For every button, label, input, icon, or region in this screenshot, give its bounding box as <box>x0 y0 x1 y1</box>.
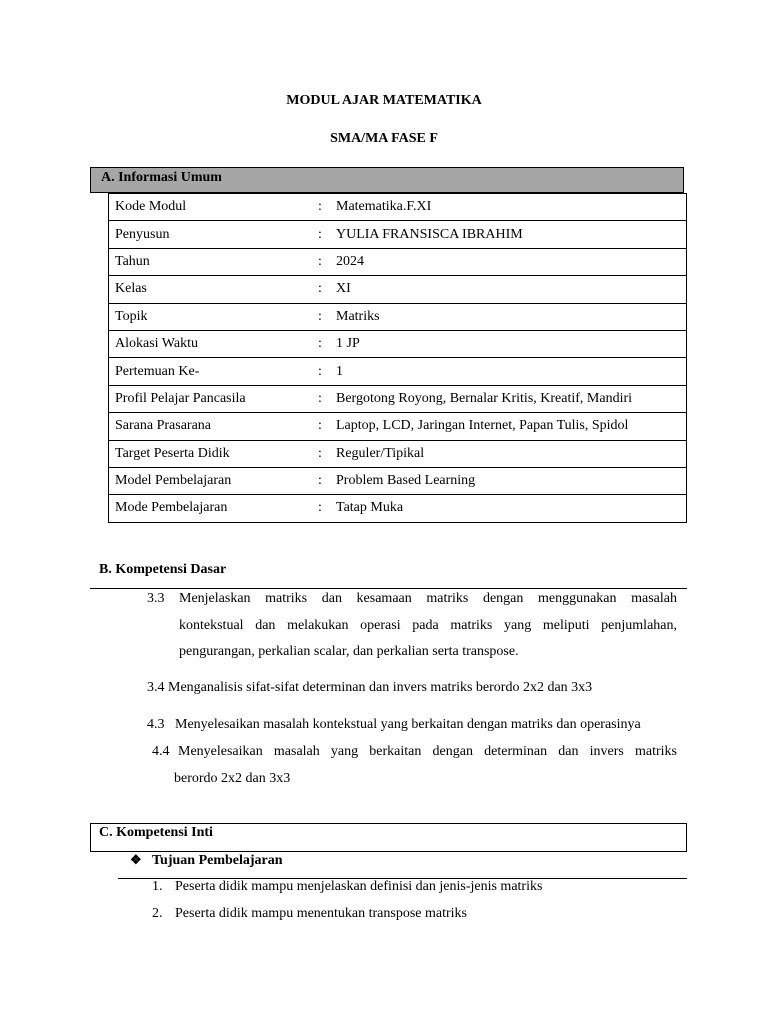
row-key: Profil Pelajar Pancasila <box>109 385 319 412</box>
kd-line: Menganalisis sifat-sifat determinan dan invers matriks berordo 2x2 dan 3x3 <box>168 680 593 695</box>
row-separator: : <box>318 330 334 357</box>
kd-number: 3.3 <box>147 591 165 606</box>
table-row <box>109 276 687 303</box>
list-number: 2. <box>152 906 163 921</box>
list-item <box>152 879 542 895</box>
row-key: Tahun <box>109 248 319 275</box>
table-row <box>109 413 687 440</box>
kd-item-4-4 <box>152 739 677 792</box>
row-separator: : <box>318 276 334 303</box>
kd-line: pengurangan, perkalian scalar, dan perkalian serta transpose. <box>179 644 519 659</box>
kd-line: berordo 2x2 dan 3x3 <box>174 770 291 786</box>
row-value: YULIA FRANSISCA IBRAHIM <box>334 221 687 248</box>
row-value: Laptop, LCD, Jaringan Internet, Papan Tulis, Spidol <box>334 413 687 440</box>
table-row <box>109 495 687 522</box>
row-separator: : <box>318 495 334 522</box>
table-row <box>109 385 687 412</box>
row-value: 1 <box>334 358 687 385</box>
table-row <box>109 248 687 275</box>
row-key: Target Peserta Didik <box>109 440 319 467</box>
info-table <box>108 193 687 523</box>
row-value: Problem Based Learning <box>334 467 687 494</box>
row-separator: : <box>318 303 334 330</box>
row-key: Topik <box>109 303 319 330</box>
row-value: XI <box>334 276 687 303</box>
kd-line: Menyelesaikan masalah kontekstual yang berkaitan dengan matriks dan operasinya <box>175 717 641 732</box>
tujuan-label: Tujuan Pembelajaran <box>152 853 283 868</box>
document-subtitle: SMA/MA FASE F <box>330 131 438 146</box>
kd-number: 4.3 <box>147 717 165 732</box>
row-value: Tatap Muka <box>334 495 687 522</box>
row-key: Kode Modul <box>109 194 319 221</box>
kd-item-3-3 <box>147 586 677 666</box>
row-value: Matriks <box>334 303 687 330</box>
section-c-heading: C. Kompetensi Inti <box>99 825 213 840</box>
kd-number: 4.4 <box>152 744 170 759</box>
row-value: 2024 <box>334 248 687 275</box>
kd-line: kontekstual dan melakukan operasi pada matriks yang meliputi penjumlahan, <box>179 617 677 633</box>
row-separator: : <box>318 358 334 385</box>
section-c-header <box>90 823 687 852</box>
section-b-heading: B. Kompetensi Dasar <box>99 562 227 577</box>
row-key: Model Pembelajaran <box>109 467 319 494</box>
row-key: Sarana Prasarana <box>109 413 319 440</box>
row-value: Reguler/Tipikal <box>334 440 687 467</box>
table-row <box>109 194 687 221</box>
row-separator: : <box>318 413 334 440</box>
section-a-header <box>90 167 684 193</box>
document-title: MODUL AJAR MATEMATIKA <box>286 93 482 108</box>
table-row <box>109 440 687 467</box>
list-number: 1. <box>152 879 163 894</box>
table-row <box>109 330 687 357</box>
row-key: Kelas <box>109 276 319 303</box>
row-key: Penyusun <box>109 221 319 248</box>
row-key: Alokasi Waktu <box>109 330 319 357</box>
kd-line: Menjelaskan matriks dan kesamaan matriks dengan menggunakan masalah <box>179 591 677 606</box>
row-key: Pertemuan Ke- <box>109 358 319 385</box>
row-value: Matematika.F.XI <box>334 194 687 221</box>
row-value: Bergotong Royong, Bernalar Kritis, Kreatif, Mandiri <box>334 385 687 412</box>
row-key: Mode Pembelajaran <box>109 495 319 522</box>
section-a-heading: A. Informasi Umum <box>101 170 222 185</box>
row-separator: : <box>318 194 334 221</box>
row-value: 1 JP <box>334 330 687 357</box>
row-separator: : <box>318 221 334 248</box>
list-text: Peserta didik mampu menjelaskan definisi dan jenis-jenis matriks <box>175 879 543 894</box>
row-separator: : <box>318 440 334 467</box>
table-row <box>109 358 687 385</box>
row-separator: : <box>318 248 334 275</box>
table-row <box>109 221 687 248</box>
kd-item-3-4 <box>147 675 687 702</box>
kd-item-4-3 <box>147 712 707 739</box>
row-separator: : <box>318 467 334 494</box>
table-row <box>109 303 687 330</box>
tujuan-heading <box>130 852 283 869</box>
row-separator: : <box>318 385 334 412</box>
list-item <box>152 906 467 922</box>
list-text: Peserta didik mampu menentukan transpose matriks <box>175 906 467 921</box>
table-row <box>109 467 687 494</box>
diamond-bullet-icon: ❖ <box>130 852 142 867</box>
kd-line: Menyelesaikan masalah yang berkaitan dengan determinan dan invers matriks <box>178 744 677 759</box>
kd-number: 3.4 <box>147 680 165 695</box>
